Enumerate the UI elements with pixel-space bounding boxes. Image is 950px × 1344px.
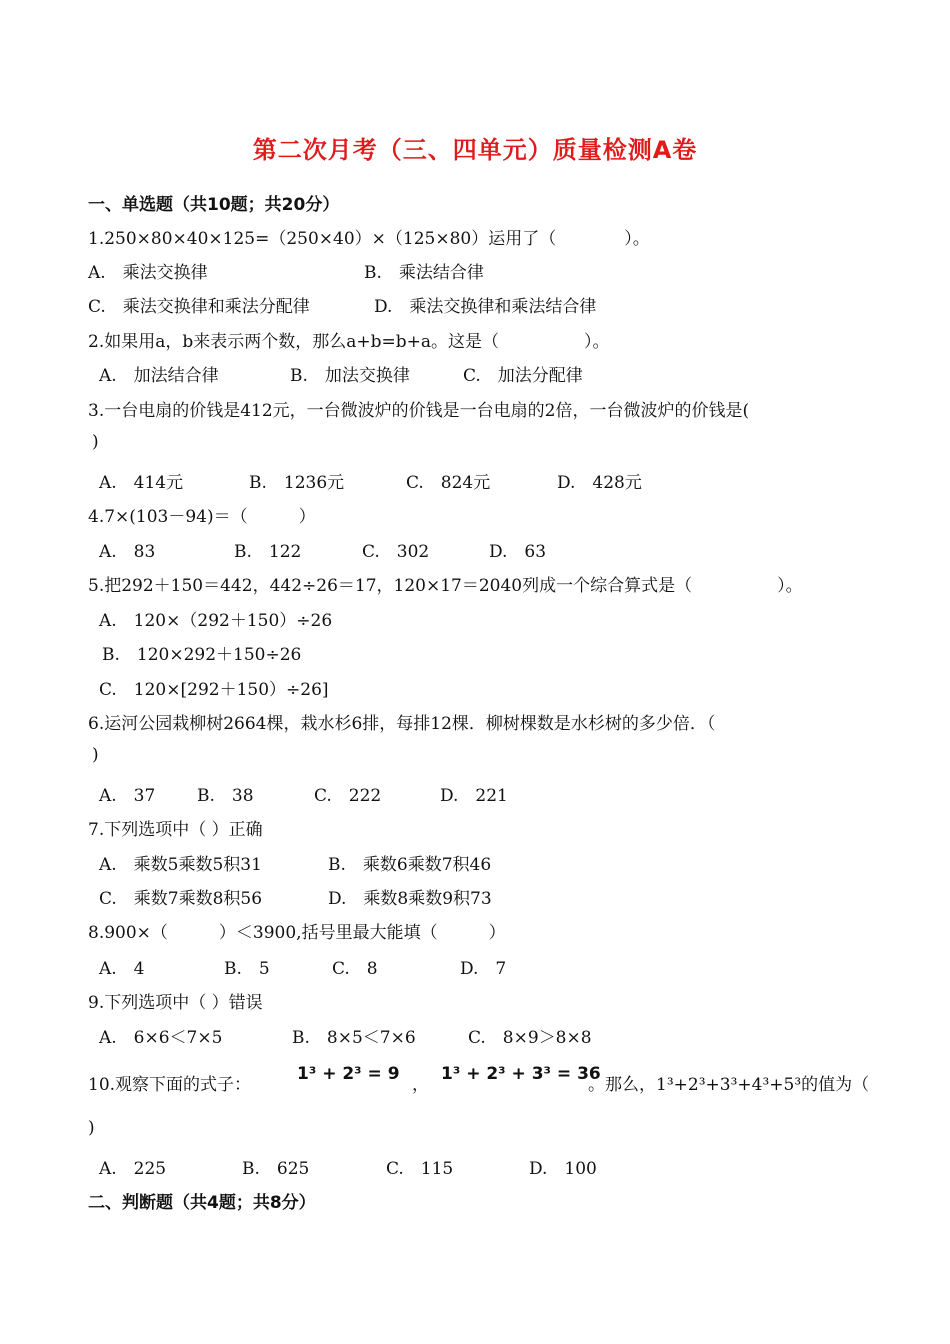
question-10-option-b: B. 625 — [242, 1159, 310, 1179]
question-4-option-b: B. 122 — [234, 542, 302, 562]
question-3-option-d: D. 428元 — [557, 473, 642, 493]
question-6-option-c: C. 222 — [314, 786, 382, 806]
question-10-option-c: C. 115 — [386, 1159, 454, 1179]
question-1-option-d: D. 乘法交换律和乘法结合律 — [374, 297, 597, 317]
question-8-option-d: D. 7 — [460, 959, 507, 979]
question-2-option-a: A. 加法结合律 — [99, 366, 219, 386]
question-3-stem-continued: ) — [92, 432, 99, 452]
question-4-stem: 4.7×(103－94)＝（ ） — [88, 507, 316, 527]
question-8-option-b: B. 5 — [224, 959, 270, 979]
question-7-option-b: B. 乘数6乘数7积46 — [328, 855, 492, 875]
section-single-choice-heading: 一、单选题（共10题；共20分） — [88, 195, 340, 215]
question-3-option-c: C. 824元 — [406, 473, 491, 493]
question-3-option-a: A. 414元 — [99, 473, 184, 493]
question-10-option-d: D. 100 — [529, 1159, 597, 1179]
question-1-stem: 1.250×80×40×125=（250×40）×（125×80）运用了（ ）。 — [88, 229, 650, 249]
question-6-stem: 6.运河公园栽柳树2664棵，栽水杉6排，每排12棵．柳树棵数是水杉树的多少倍．（ — [88, 714, 716, 734]
question-8-option-c: C. 8 — [332, 959, 378, 979]
question-8-stem: 8.900×（ ）＜3900,括号里最大能填（ ） — [88, 923, 506, 943]
question-5-stem: 5.把292＋150＝442，442÷26＝17，120×17＝2040列成一个综合算式是（ ）。 — [88, 576, 803, 596]
question-9-option-b: B. 8×5＜7×6 — [292, 1028, 416, 1048]
question-7-option-d: D. 乘数8乘数9积73 — [328, 889, 492, 909]
question-1-option-b: B. 乘法结合律 — [364, 263, 484, 283]
question-2-option-c: C. 加法分配律 — [463, 366, 583, 386]
question-10-stem-start: 10.观察下面的式子： — [88, 1075, 252, 1095]
question-5-option-c: C. 120×[292＋150）÷26] — [99, 680, 329, 700]
question-3-option-b: B. 1236元 — [249, 473, 345, 493]
question-10-comma: ， — [412, 1075, 429, 1095]
question-9-option-c: C. 8×9＞8×8 — [468, 1028, 592, 1048]
question-2-stem: 2.如果用a，b来表示两个数，那么a+b=b+a。这是（ ）。 — [88, 332, 610, 352]
question-7-stem: 7.下列选项中（ ）正确 — [88, 820, 263, 840]
question-7-option-c: C. 乘数7乘数8积56 — [99, 889, 263, 909]
question-4-option-a: A. 83 — [99, 542, 156, 562]
formula-image-2: 1³ + 2³ + 3³ = 36 — [441, 1064, 601, 1084]
question-10-option-a: A. 225 — [99, 1159, 167, 1179]
question-6-option-d: D. 221 — [440, 786, 508, 806]
question-1-option-c: C. 乘法交换律和乘法分配律 — [88, 297, 310, 317]
question-5-option-a: A. 120×（292＋150）÷26 — [99, 611, 333, 631]
question-9-option-a: A. 6×6＜7×5 — [99, 1028, 223, 1048]
question-3-stem: 3.一台电扇的价钱是412元，一台微波炉的价钱是一台电扇的2倍，一台微波炉的价钱是( — [88, 401, 750, 421]
question-4-option-d: D. 63 — [489, 542, 547, 562]
question-1-option-a: A. 乘法交换律 — [88, 263, 208, 283]
question-7-option-a: A. 乘数5乘数5积31 — [99, 855, 262, 875]
question-8-option-a: A. 4 — [99, 959, 145, 979]
question-4-option-c: C. 302 — [362, 542, 430, 562]
question-5-option-b: B. 120×292＋150÷26 — [102, 645, 302, 665]
question-2-option-b: B. 加法交换律 — [290, 366, 410, 386]
formula-image-1: 1³ + 2³ = 9 — [297, 1064, 400, 1084]
question-6-stem-continued: ) — [92, 745, 99, 765]
page-title: 第二次月考（三、四单元）质量检测A卷 — [252, 136, 698, 164]
question-6-option-a: A. 37 — [99, 786, 156, 806]
section-true-false-heading: 二、判断题（共4题；共8分） — [88, 1193, 316, 1213]
question-9-stem: 9.下列选项中（ ）错误 — [88, 993, 263, 1013]
question-10-stem-continued: ) — [88, 1118, 95, 1138]
question-6-option-b: B. 38 — [197, 786, 254, 806]
question-10-stem-end: 。那么，1³+2³+3³+4³+5³的值为（ — [588, 1075, 870, 1095]
